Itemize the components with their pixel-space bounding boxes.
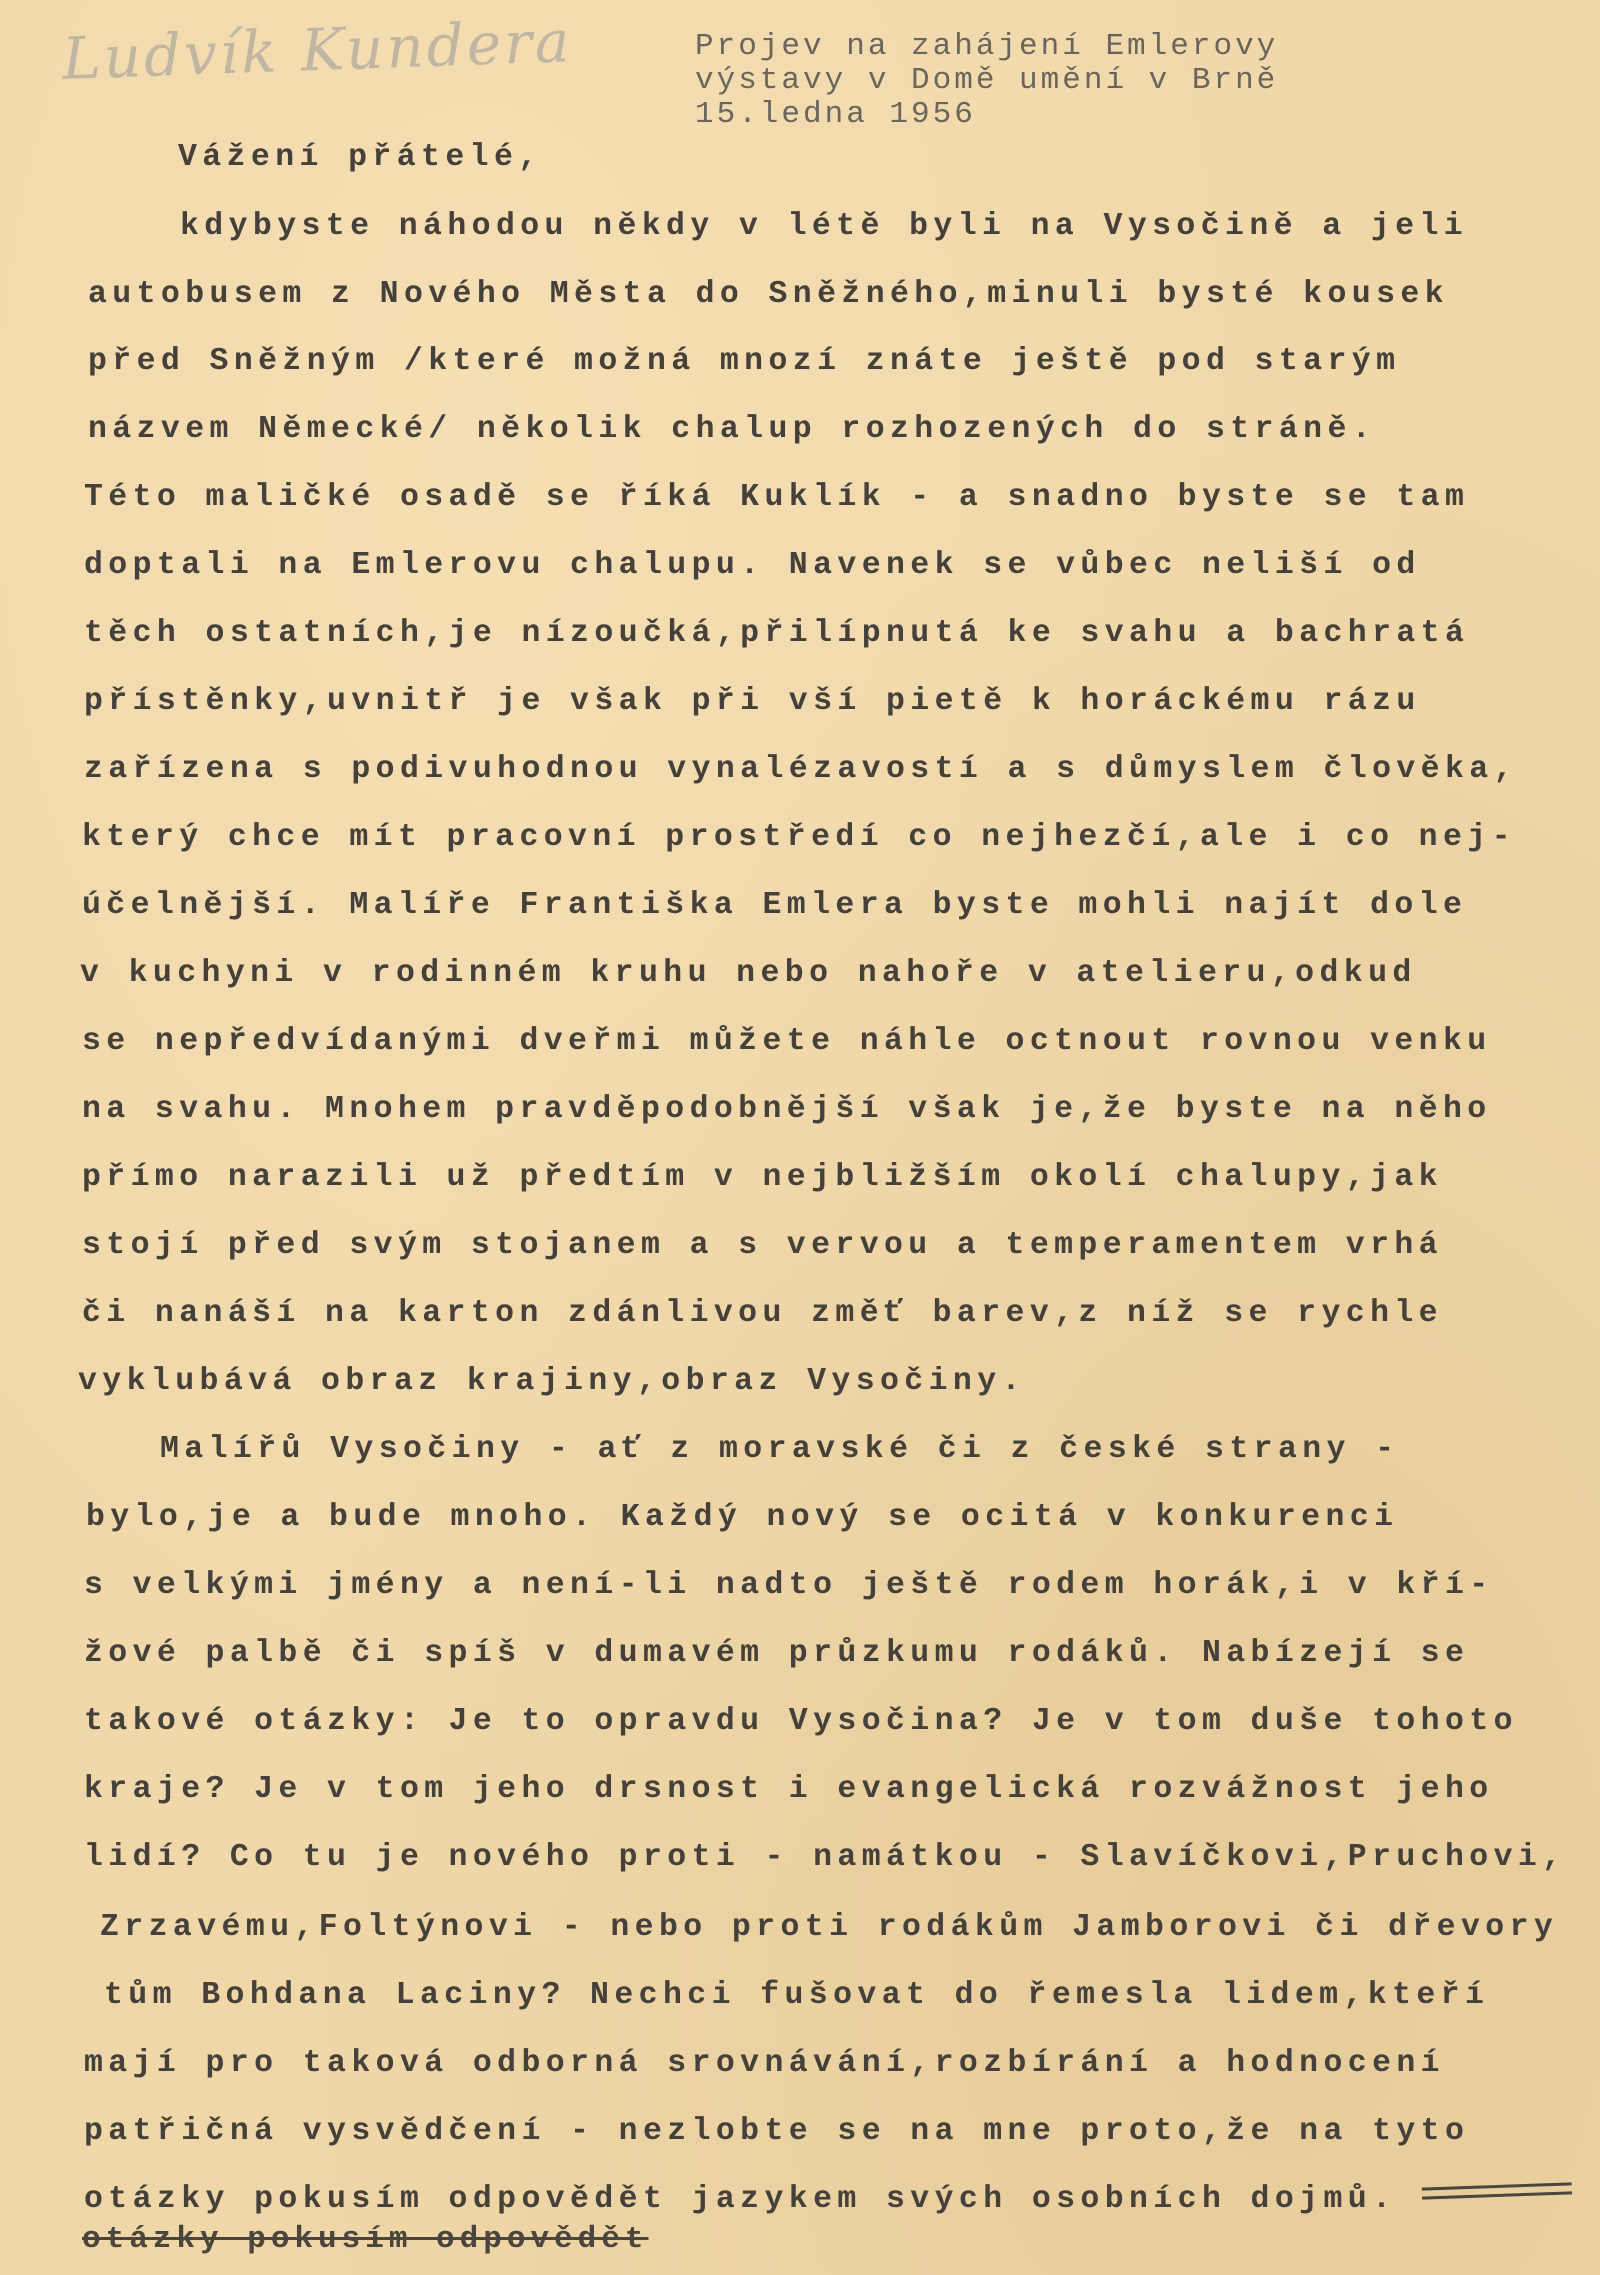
header-line: Projev na zahájení Emlerovy (695, 29, 1279, 64)
text-line: kraje? Je v tom jeho drsnost i evangelická rozvážnost jeho (84, 1772, 1494, 1807)
text-line: lidí? Co tu je nového proti - namátkou - Slavíčkovi,Pruchovi, (84, 1840, 1567, 1875)
struck-out-line: otázky pokusím odpovědět (82, 2222, 649, 2257)
text-line: bylo,je a bude mnoho. Každý nový se ocitá v konkurenci (86, 1500, 1399, 1535)
text-line: kdybyste náhodou někdy v létě byli na Vysočině a jeli (180, 209, 1469, 244)
text-line: patřičná vysvědčení - nezlobte se na mne proto,že na tyto (84, 2114, 1470, 2149)
text-line: Této maličké osadě se říká Kuklík - a snadno byste se tam (84, 480, 1470, 515)
text-line: s velkými jmény a není-li nadto ještě rodem horák,i v kří- (84, 1568, 1494, 1603)
text-line: se nepředvídanými dveřmi můžete náhle octnout rovnou venku (82, 1024, 1492, 1059)
text-line: na svahu. Mnohem pravděpodobnější však je,že byste na něho (82, 1092, 1492, 1127)
text-line: Malířů Vysočiny - ať z moravské či z české strany - (160, 1432, 1400, 1467)
text-line: před Sněžným /které možná mnozí znáte ještě pod starým (88, 344, 1401, 379)
text-line: vyklubává obraz krajiny,obraz Vysočiny. (78, 1364, 1026, 1399)
struck-out-mark (1422, 2182, 1573, 2206)
text-line: či nanáší na karton zdánlivou změť barev,z níž se rychle (82, 1296, 1443, 1331)
text-line: názvem Německé/ několik chalup rozhozených do stráně. (88, 412, 1377, 447)
text-line: autobusem z Nového Města do Sněžného,minuli bysté kousek (88, 277, 1449, 312)
text-line: zařízena s podivuhodnou vynalézavostí a s důmyslem člověka, (84, 752, 1518, 787)
text-line: těch ostatních,je nízoučká,přilípnutá ke svahu a bachratá (84, 616, 1470, 651)
text-line: v kuchyni v rodinném kruhu nebo nahoře v atelieru,odkud (80, 956, 1417, 991)
text-line: přímo narazili už předtím v nejbližším okolí chalupy,jak (82, 1160, 1443, 1195)
text-line: který chce mít pracovní prostředí co nejhezčí,ale i co nej- (82, 820, 1516, 855)
text-line: tům Bohdana Laciny? Nechci fušovat do řemesla lidem,kteří (104, 1978, 1490, 2013)
text-line: žové palbě či spíš v dumavém průzkumu rodáků. Nabízejí se (84, 1636, 1470, 1671)
text-line: stojí před svým stojanem a s vervou a temperamentem vrhá (82, 1228, 1443, 1263)
header-line: výstavy v Domě umění v Brně (695, 63, 1279, 98)
handwritten-signature: Ludvík Kundera (60, 7, 574, 93)
header-line: 15.ledna 1956 (695, 97, 976, 132)
salutation: Vážení přátelé, (178, 140, 543, 175)
text-line: Zrzavému,Foltýnovi - nebo proti rodákům Jamborovi či dřevory (100, 1910, 1559, 1945)
text-line: takové otázky: Je to opravdu Vysočina? Je v tom duše tohoto (84, 1704, 1518, 1739)
speech-header-note (695, 30, 1375, 132)
text-line: přístěnky,uvnitř je však při vší pietě k horáckému rázu (84, 684, 1421, 719)
text-line: účelnější. Malíře Františka Emlera byste mohli najít dole (82, 888, 1468, 923)
text-line: mají pro taková odborná srovnávání,rozbírání a hodnocení (84, 2046, 1445, 2081)
text-line: otázky pokusím odpovědět jazykem svých osobních dojmů. (84, 2182, 1397, 2217)
text-line: doptali na Emlerovu chalupu. Navenek se vůbec neliší od (84, 548, 1421, 583)
